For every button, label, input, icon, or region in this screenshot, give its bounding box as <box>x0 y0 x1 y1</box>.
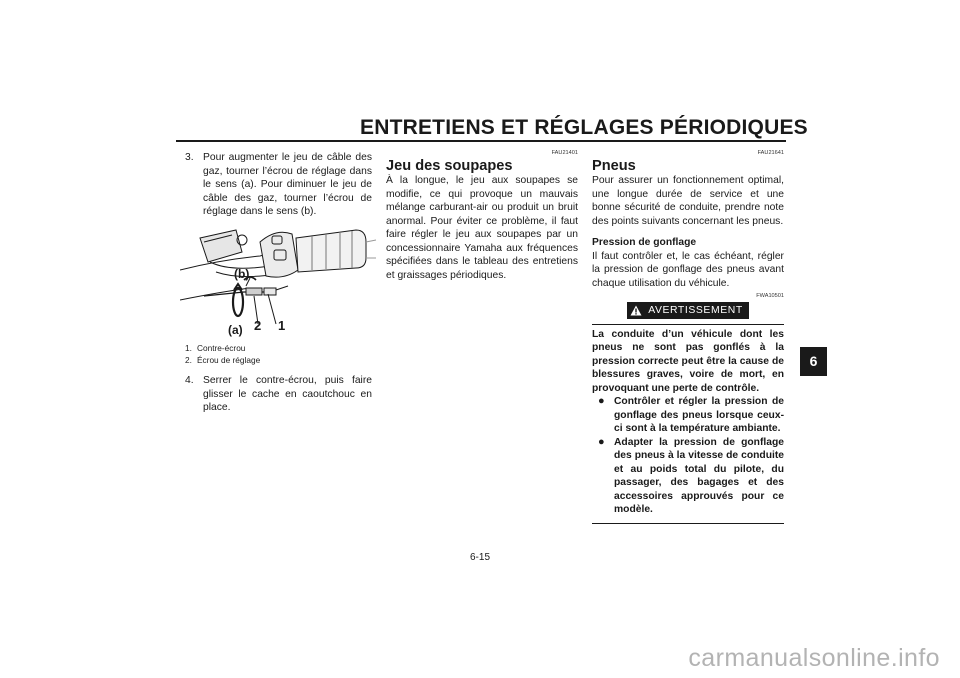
step-4-text: Serrer le contre-écrou, puis faire glisser le cache en caoutchouc en place. <box>203 375 372 413</box>
throttle-grip-illustration <box>180 222 380 340</box>
section-code: FAU21401 <box>551 150 578 156</box>
section-code: FAU21641 <box>757 150 784 156</box>
step-4 <box>185 374 372 415</box>
label-part-2: 2 <box>254 318 262 333</box>
warning-top-rule <box>592 324 784 325</box>
page-number: 6-15 <box>469 552 490 563</box>
warning-code: FWA10501 <box>756 293 784 299</box>
caption-item <box>185 354 375 366</box>
subsection-body-pressure: Il faut contrôler et, le cas échéant, régler la pression de gonflage des pneus avant chaque utilisation du véhicule. <box>592 250 784 289</box>
label-direction-a: (a) <box>228 323 243 337</box>
warning-header <box>592 300 784 321</box>
section-title-tires: Pneus <box>592 158 636 174</box>
section-intro-tires: Pour assurer un fonctionnement optimal, une longue durée de service et une bonne sécurité de conduite, prendre note des points suivants concernant les pneus. <box>592 175 784 227</box>
step-3-text: Pour augmenter le jeu de câble des gaz, tourner l’écrou de réglage dans le sens (a). Pour diminuer le jeu de câble des gaz, tourner l’écrou de réglage dans le sens (b). <box>203 152 372 217</box>
figure-captions <box>185 342 375 366</box>
caption-item <box>185 342 375 354</box>
warning-badge <box>627 302 749 319</box>
caption-number: 1. <box>185 343 192 353</box>
step-3 <box>185 151 372 219</box>
caption-text: Écrou de réglage <box>197 355 261 365</box>
warning-text: La conduite d’un véhicule dont les pneus ne sont pas gonflés à la pression correcte peut être la cause de blessures graves, voire de mort, en provoquant une perte de contrôle. <box>592 328 784 394</box>
warning-bullet-text: Contrôler et régler la pression de gonflage des pneus lorsque ceux-ci sont à la température ambiante. <box>614 396 784 434</box>
caption-number: 2. <box>185 355 192 365</box>
page-header-title: ENTRETIENS ET RÉGLAGES PÉRIODIQUES <box>360 116 808 139</box>
subsection-title-pressure: Pression de gonflage <box>592 237 697 248</box>
label-part-1: 1 <box>278 318 286 333</box>
warning-bottom-rule <box>592 523 784 524</box>
watermark: carmanualsonline.info <box>688 644 940 672</box>
warning-triangle-icon <box>630 305 642 316</box>
section-body-valves: À la longue, le jeu aux soupapes se modifie, ce qui provoque un mauvais mélange carburant-air ou produit un bruit anormal. Pour éviter ce problème, il faut faire régler le jeu aux soupapes par un concessionnaire Yamaha aux fréquences spécifiées dans le tableau des entretiens et graissages périodiques. <box>386 175 578 281</box>
column-tires <box>592 150 784 524</box>
label-direction-b: (b) <box>234 267 250 281</box>
chapter-tab: 6 <box>800 347 827 376</box>
bullet-dot-icon: ● <box>598 395 605 407</box>
header-rule <box>176 140 786 142</box>
caption-text: Contre-écrou <box>197 343 246 353</box>
column-throttle-adjustment <box>185 151 372 219</box>
step-3-number: 3. <box>185 152 194 163</box>
warning-bullet <box>598 436 784 517</box>
bullet-dot-icon: ● <box>598 435 605 448</box>
warning-label: AVERTISSEMENT <box>648 304 743 316</box>
column-valve-clearance <box>386 150 578 282</box>
step-4-block <box>185 374 372 415</box>
section-title-valves: Jeu des soupapes <box>386 158 513 174</box>
step-4-number: 4. <box>185 375 194 386</box>
warning-bullet-text: Adapter la pression de gonflage des pneus à la vitesse de conduite et au poids total du pilote, du passager, des bagages et des accessoires approuvés pour ce modèle. <box>614 436 784 515</box>
warning-bullet <box>598 395 784 436</box>
